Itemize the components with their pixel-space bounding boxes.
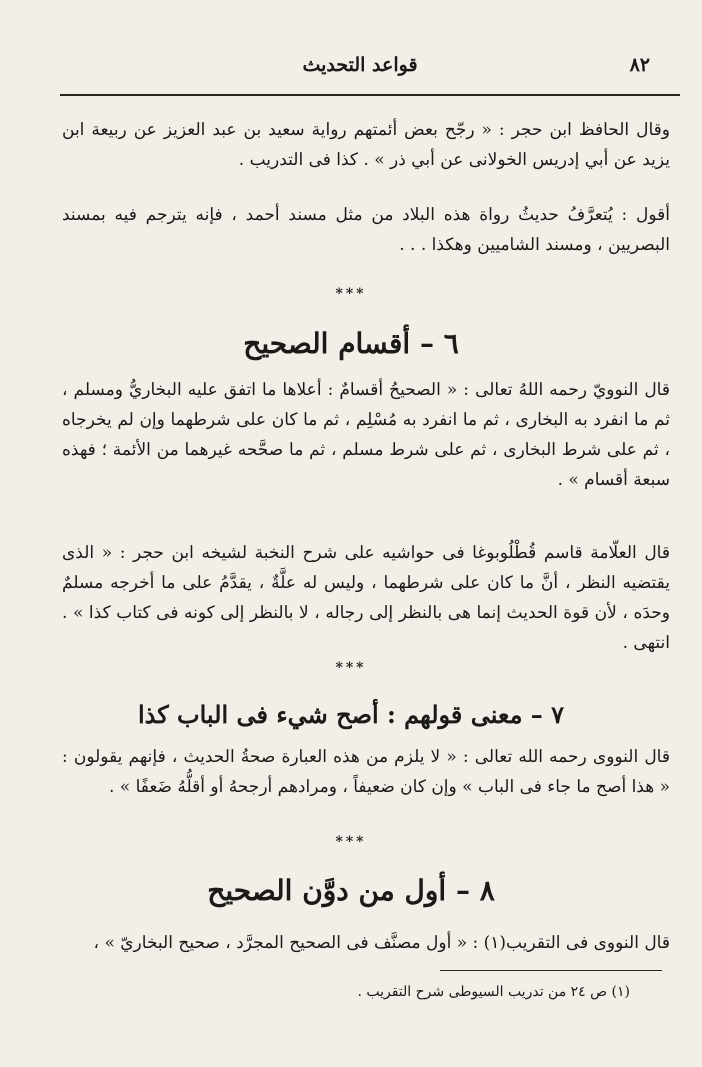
footnote-rule	[440, 970, 662, 971]
section-8-heading: ٨ – أول من دوَّن الصحيح	[207, 874, 495, 907]
section-6-paragraph-2: قال العلّامة قاسم قُطْلُوبوغا فى حواشيه على شرح النخبة لشيخه ابن حجر : « الذى يقتضيه النظر ، أنَّ ما كان على شرطهما ، وليس له علَّةٌ ، يقدَّمُ على ما أخرجه مسلمٌ وحدَه ، لأن قوة الحديث إنما هى بالنظر إلى رجاله ، لا بالنظر إلى كونه فى كتاب كذا » . انتهى .	[62, 543, 670, 653]
footnote: (١) ص ٢٤ من تدريب السيوطى شرح التقريب .	[357, 984, 630, 1000]
separator-stars: ***	[335, 660, 367, 676]
header-rule	[60, 94, 680, 96]
intro-paragraph-2: أقول : يُتعرَّفُ حديثُ رواة هذه البلاد من مثل مسند أحمد ، فإنه يترجم فيه بمسند البصريين ، ومسند الشاميين وهكذا . . .	[62, 205, 670, 255]
intro-paragraph-1: وقال الحافظ ابن حجر : « رجّح بعض أئمتهم رواية سعيد بن عبد العزيز عن ربيعة ابن يزيد عن أبي إدريس الخولانى عن أبي ذر » . كذا فى التدريب .	[62, 120, 670, 170]
separator-stars: ***	[335, 834, 367, 850]
separator-stars: ***	[335, 286, 367, 302]
section-7-paragraph-1: قال النووى رحمه الله تعالى : « لا يلزم من هذه العبارة صحةُ الحديث ، فإنهم يقولون : « هذا أصح ما جاء فى الباب » وإن كان ضعيفاً ، ومرادهم أرجحهُ أو أقلُّهُ ضَعفًا » .	[62, 747, 670, 797]
section-6-paragraph-1: قال النوويّ رحمه اللهُ تعالى : « الصحيحُ أقسامٌ : أعلاها ما اتفق عليه البخاريُّ ومسلم ، ثم ما انفرد به البخارى ، ثم ما انفرد به مُسْلِم ، ثم ما كان على شرطهما وإن لم يخرجاه ، ثم على شرط البخارى ، ثم على شرط مسلم ، ثم ما صحَّحه غيرهما من الأئمة ؛ فهذه سبعة أقسام » .	[62, 380, 671, 490]
section-6-heading: ٦ – أقسام الصحيح	[243, 327, 459, 360]
section-7-heading: ٧ – معنى قولهم : أصح شيء فى الباب كذا	[137, 700, 565, 729]
page-number: ٨٢	[629, 54, 650, 76]
running-title: قواعد التحديث	[302, 54, 418, 76]
running-header	[60, 52, 660, 86]
section-8-paragraph-1: قال النووى فى التقريب(١) : « أول مصنَّف فى الصحيح المجرَّد ، صحيح البخاريّ » ،	[93, 933, 670, 953]
